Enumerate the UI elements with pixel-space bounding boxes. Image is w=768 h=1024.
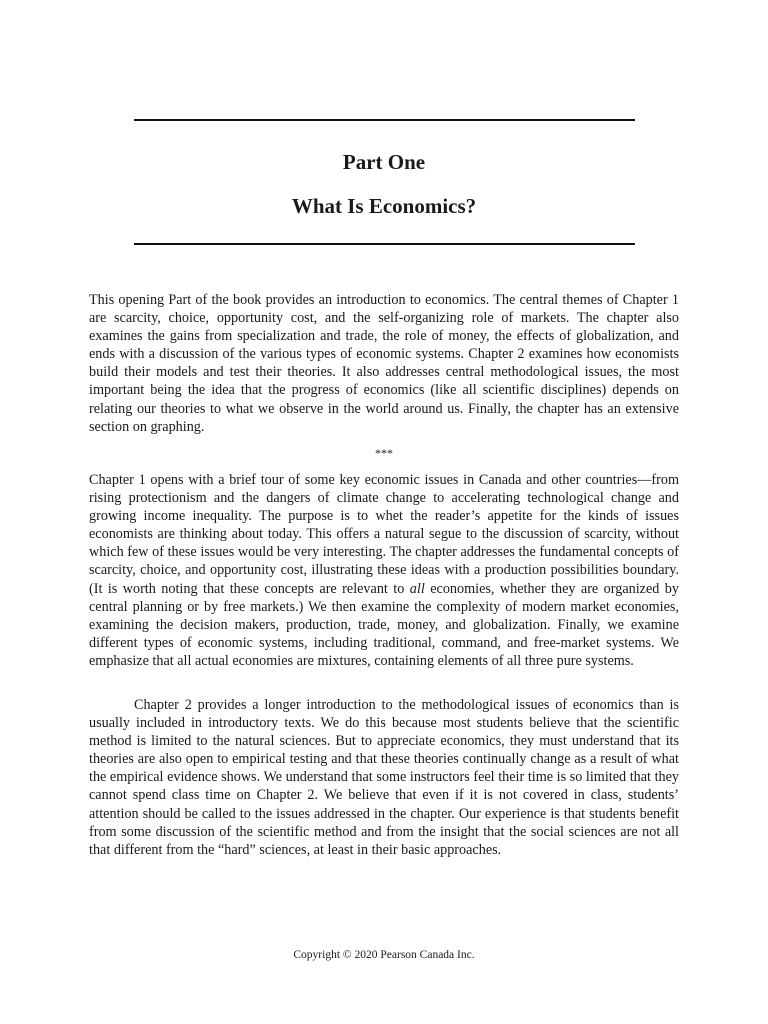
- chapter1-paragraph: [89, 471, 679, 670]
- intro-paragraph: This opening Part of the book provides an introduction to economics. The central themes of Chapter 1 are scarcity, choice, opportunity cost, and the self-organizing role of markets. The chapter also examines the gains from specialization and trade, the role of money, the effects of globalization, and ends with a discussion of the various types of economic systems. Chapter 2 examines how economists build their models and test their theories. It also addresses central methodological issues, the most important being the idea that the progress of economics (like all scientific disciplines) depends on relating our theories to what we observe in the world around us. Finally, the chapter has an extensive section on graphing.: [89, 292, 679, 435]
- bottom-horizontal-rule: [134, 243, 635, 245]
- part-title: What Is Economics?: [291, 194, 477, 218]
- chapter2-paragraph: Chapter 2 provides a longer introduction to the methodological issues of economics than is usually included in introductory texts. We do this because most students believe that the scientific method is limited to the natural sciences. But to appreciate economics, they must understand that its theories are also open to empirical testing and that these theories continually change as a result of what the empirical evidence shows. We understand that some instructors feel their time is so limited that they cannot spend class time on Chapter 2. We believe that even if it is not covered in class, students’ attention should be called to the issues addressed in the chapter. Our experience is that students benefit from some discussion of the scientific method and from the insight that the social sciences are not all that different from the “hard” sciences, at least in their basic approaches.: [89, 697, 679, 858]
- intro-section: [89, 291, 679, 436]
- copyright-footer: Copyright © 2020 Pearson Canada Inc.: [293, 949, 475, 961]
- chapter1-section: [89, 471, 679, 670]
- top-horizontal-rule: [134, 119, 635, 121]
- chapter1-text-part2: economies, whether they are organized by central planning or by free markets.) We then examine the complexity of modern market economies, examining the decision makers, production, trade, money, and globalization. Finally, we examine different types of economic systems, including traditional, command, and free-market systems. We emphasize that all actual economies are mixtures, containing elements of all three pure systems.: [89, 580, 679, 669]
- chapter1-text-part1: Chapter 1 opens with a brief tour of some key economic issues in Canada and other countries—from rising protectionism and the dangers of climate change to accelerating technological change and growing income inequality. The purpose is to whet the reader’s appetite for the kinds of issues economists are thinking about today. This offers a natural segue to the discussion of scarcity, without which few of these issues would be very interesting. The chapter addresses the fundamental concepts of scarcity, choice, and opportunity cost, illustrating these ideas with a production possibilities boundary. (It is worth noting that these concepts are relevant to: [89, 472, 679, 597]
- part-label: Part One: [342, 150, 426, 174]
- chapter2-section: [89, 696, 679, 859]
- section-separator: ***: [375, 446, 393, 460]
- emphasis-all: all: [409, 580, 425, 597]
